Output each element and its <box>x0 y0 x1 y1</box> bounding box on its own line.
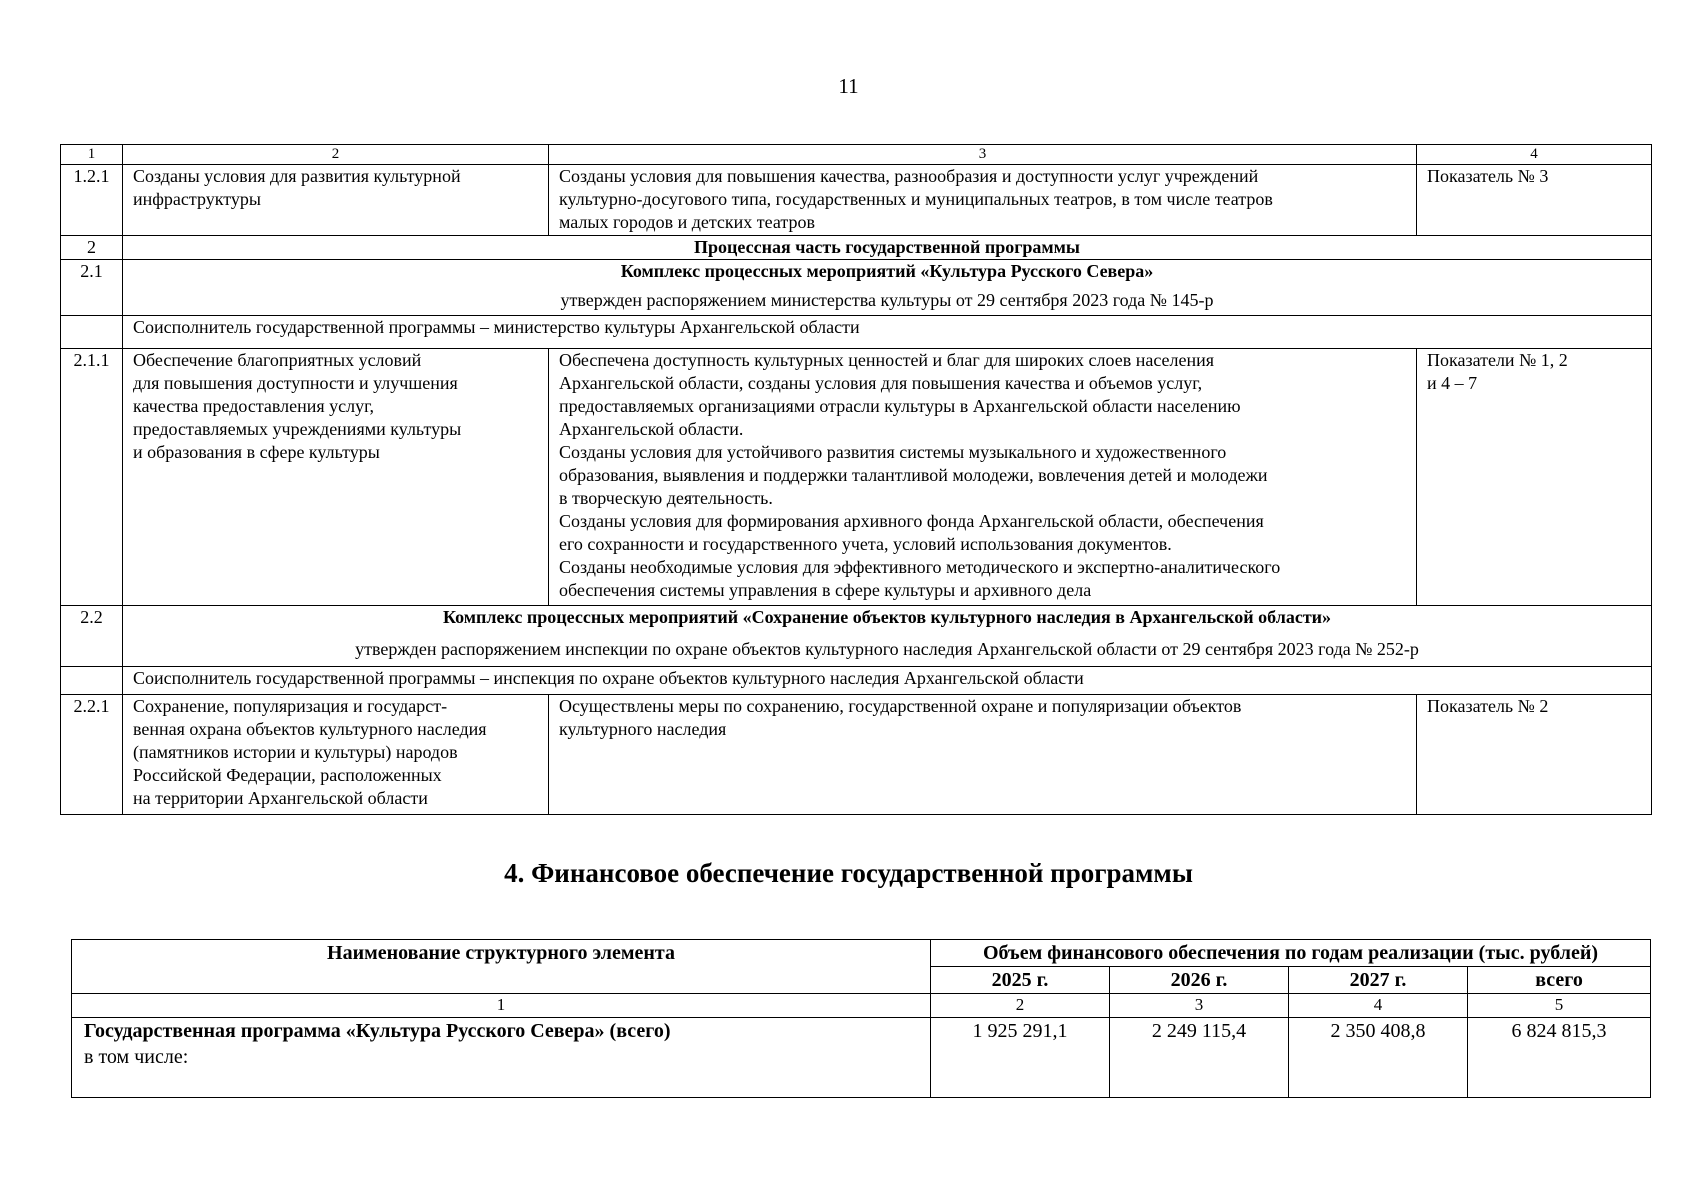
page-number: 11 <box>838 74 859 98</box>
col-header: 1 <box>61 145 123 165</box>
result-cell <box>549 165 1417 236</box>
text-line: (памятников истории и культуры) народов <box>133 742 458 762</box>
text-line: его сохранности и государственного учета, условий использования документов. <box>559 534 1172 554</box>
complex-cell <box>123 606 1652 667</box>
program-name-cell <box>72 1018 931 1098</box>
program-name: Государственная программа «Культура Русского Севера» (всего) <box>84 1020 671 1042</box>
table-row <box>61 236 1652 260</box>
structural-element-header: Наименование структурного элемента <box>72 940 931 994</box>
year-header: 2027 г. <box>1289 967 1468 994</box>
coexecutor-cell: Соисполнитель государственной программы – министерство культуры Архангельской области <box>123 316 1652 349</box>
row-number: 2.1 <box>61 260 123 316</box>
text-line: Созданы условия для повышения качества, разнообразия и доступности услуг учреждений <box>559 166 1259 186</box>
year-header: 2026 г. <box>1110 967 1289 994</box>
empty-cell <box>61 667 123 695</box>
coexecutor-cell: Соисполнитель государственной программы – инспекция по охране объектов культурного наследия Архангельской области <box>123 667 1652 695</box>
text-line: в творческую деятельность. <box>559 488 773 508</box>
text-line: Обеспечена доступность культурных ценностей и благ для широких слоев населения <box>559 350 1215 370</box>
complex-approval: утвержден распоряжением инспекции по охране объектов культурного наследия Архангельской области от 29 сентября 2023 года № 252-р <box>355 639 1419 659</box>
col-index: 5 <box>1468 994 1651 1018</box>
indicator-cell <box>1417 349 1652 606</box>
text-line: для повышения доступности и улучшения <box>133 373 458 393</box>
table-row <box>61 260 1652 316</box>
text-line: венная охрана объектов культурного наследия <box>133 719 487 739</box>
text-line: и образования в сфере культуры <box>133 442 380 462</box>
row-number: 2.2 <box>61 606 123 667</box>
col-header: 2 <box>123 145 549 165</box>
text-line: Осуществлены меры по сохранению, государственной охране и популяризации объектов <box>559 696 1242 716</box>
section-title: 4. Финансовое обеспечение государственной программы <box>504 858 1193 888</box>
financing-volume-header: Объем финансового обеспечения по годам реализации (тыс. рублей) <box>931 940 1651 967</box>
text-line: и 4 – 7 <box>1427 373 1478 393</box>
value-2025: 1 925 291,1 <box>931 1018 1110 1098</box>
indicator-cell: Показатель № 3 <box>1417 165 1652 236</box>
table-row <box>61 316 1652 349</box>
complex-title: Комплекс процессных мероприятий «Сохранение объектов культурного наследия в Архангельской области» <box>442 607 1332 627</box>
result-cell <box>549 349 1417 606</box>
text-line: инфраструктуры <box>133 189 261 209</box>
complex-approval: утвержден распоряжением министерства культуры от 29 сентября 2023 года № 145-р <box>560 290 1214 310</box>
complex-title: Комплекс процессных мероприятий «Культура Русского Севера» <box>620 261 1154 281</box>
task-cell <box>123 695 549 815</box>
text-line: Показатели № 1, 2 <box>1427 350 1568 370</box>
text-line: малых городов и детских театров <box>559 212 815 232</box>
table-row <box>61 606 1652 667</box>
text-line: Обеспечение благоприятных условий <box>133 350 422 370</box>
col-index: 3 <box>1110 994 1289 1018</box>
finance-header-row <box>72 940 1651 967</box>
text-line: культурного наследия <box>559 719 727 739</box>
text-line: Сохранение, популяризация и государст- <box>133 696 448 716</box>
indicator-cell: Показатель № 2 <box>1417 695 1652 815</box>
text-line: качества предоставления услуг, <box>133 396 374 416</box>
table-row <box>61 667 1652 695</box>
row-number: 2.1.1 <box>61 349 123 606</box>
text-line: предоставляемых организациями отрасли культуры в Архангельской области населению <box>559 396 1241 416</box>
complex-cell <box>123 260 1652 316</box>
text-line: Архангельской области. <box>559 419 744 439</box>
finance-index-row <box>72 994 1651 1018</box>
value-2027: 2 350 408,8 <box>1289 1018 1468 1098</box>
table-row <box>61 695 1652 815</box>
text-line: обеспечения системы управления в сфере культуры и архивного дела <box>559 580 1092 600</box>
table-row <box>61 165 1652 236</box>
finance-row <box>72 1018 1651 1098</box>
text-line: Созданы необходимые условия для эффективного методического и экспертно-аналитического <box>559 557 1281 577</box>
col-index: 2 <box>931 994 1110 1018</box>
row-number: 2 <box>61 236 123 260</box>
text-line: Созданы условия для устойчивого развития системы музыкального и художественного <box>559 442 1227 462</box>
task-cell <box>123 349 549 606</box>
text-line: Архангельской области, созданы условия для повышения качества и объемов услуг, <box>559 373 1203 393</box>
empty-cell <box>61 316 123 349</box>
row-number: 2.2.1 <box>61 695 123 815</box>
text-line: Созданы условия для формирования архивного фонда Архангельской области, обеспечения <box>559 511 1264 531</box>
value-2026: 2 249 115,4 <box>1110 1018 1289 1098</box>
col-index: 4 <box>1289 994 1468 1018</box>
task-cell <box>123 165 549 236</box>
text-line: культурно-досугового типа, государственных и муниципальных театров, в том числе театров <box>559 189 1273 209</box>
text-line: образования, выявления и поддержки талантливой молодежи, вовлечения детей и молодежи <box>559 465 1268 485</box>
value-total: 6 824 815,3 <box>1468 1018 1651 1098</box>
text-line: Российской Федерации, расположенных <box>133 765 442 785</box>
row-number: 1.2.1 <box>61 165 123 236</box>
results-table <box>60 144 1652 815</box>
col-header: 4 <box>1417 145 1652 165</box>
col-index: 1 <box>72 994 931 1018</box>
text-line: предоставляемых учреждениями культуры <box>133 419 462 439</box>
table-header-row <box>61 145 1652 165</box>
text-line: на территории Архангельской области <box>133 788 428 808</box>
text-line: Созданы условия для развития культурной <box>133 166 461 186</box>
finance-table <box>71 939 1651 1098</box>
program-sub: в том числе: <box>84 1046 189 1068</box>
section-heading-cell: Процессная часть государственной программы <box>123 236 1652 260</box>
col-header: 3 <box>549 145 1417 165</box>
total-header: всего <box>1468 967 1651 994</box>
result-cell <box>549 695 1417 815</box>
table-row <box>61 349 1652 606</box>
year-header: 2025 г. <box>931 967 1110 994</box>
